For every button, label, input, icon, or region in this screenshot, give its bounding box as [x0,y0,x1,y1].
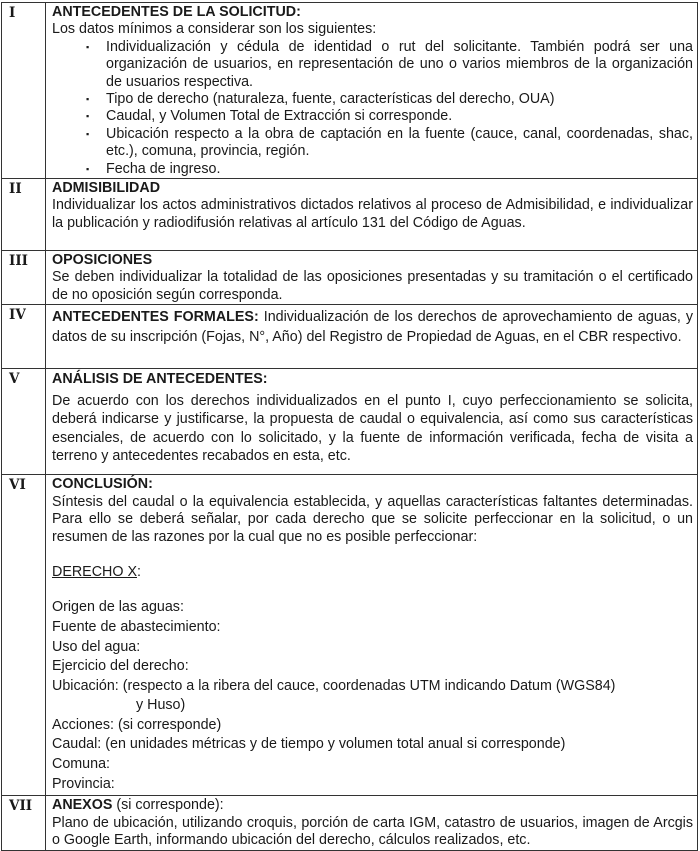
section-number: III [2,251,46,305]
section-row-vi [2,475,698,796]
section-title: CONCLUSIÓN: [52,476,153,493]
section-number: V [2,369,46,475]
field-label: Origen de las aguas: [52,599,184,616]
section-title: ANEXOS [52,797,113,814]
section-row-i [2,3,698,179]
section-row-v [2,369,698,475]
section-text: Individualizar los actos administrativos dictados relativos al proceso de Admisibilidad, e individualizar la publicación y radiodifusión relativas al artículo 131 del Código de Aguas. [52,197,693,231]
section-row-ii [2,179,698,251]
derecho-subtitle: DERECHO X [52,563,137,580]
bullet-list [52,39,693,178]
section-text: Se deben individualizar la totalidad de las oposiciones presentadas y su tramitación o el certificado de no oposición según corresponda. [52,269,693,303]
field-label: Fuente de abastecimiento: [52,618,221,635]
field-continuation: y Huso) [136,697,186,714]
list-item: ▪ Ubicación respecto a la obra de captación en la fuente (cauce, canal, coordenadas, shac, etc.), comuna, provincia, región. [92,126,693,161]
section-title: OPOSICIONES [52,252,153,269]
list-item: ▪ Caudal, y Volumen Total de Extracción si corresponde. [92,108,693,125]
subtitle-colon: : [137,563,141,580]
section-number: VI [2,475,46,796]
section-title: ANTECEDENTES FORMALES: [52,309,259,326]
field-label: Uso del agua: [52,638,141,655]
field-label: Ejercicio del derecho: [52,658,189,675]
field-label: Caudal: (en unidades métricas y de tiempo y volumen total anual si corresponde) [52,736,566,753]
section-row-vii [2,796,698,850]
field-label: Ubicación: (respecto a la ribera del cauce, coordenadas UTM indicando Datum (WGS84) [52,677,616,694]
section-row-iii [2,251,698,305]
list-item: ▪ Individualización y cédula de identidad o rut del solicitante. También podrá ser una organización de usuarios, en representación de uno o varios miembros de la organización de usuarios respectiva. [92,39,693,91]
section-title: ADMISIBILIDAD [52,180,161,197]
section-row-iv [2,305,698,369]
section-title: ANÁLISIS DE ANTECEDENTES: [52,371,268,388]
section-text: Individualización de los derechos de aprovechamiento de aguas, y datos de su inscripción (Fojas, N°, Año) del Registro de Propiedad de Aguas, en el CBR respectivo. [52,309,693,346]
section-number: VII [2,796,46,850]
section-text: Plano de ubicación, utilizando croquis, porción de carta IGM, catastro de usuarios, imagen de Arcgis o Google Earth, informando ubicación del derecho, cálculos realizados, etc. [52,814,693,849]
section-number: II [2,179,46,251]
section-number: IV [2,305,46,369]
list-item: ▪ Fecha de ingreso. [92,161,693,178]
field-list [52,598,693,794]
list-item: ▪ Tipo de derecho (naturaleza, fuente, características del derecho, OUA) [92,91,693,108]
section-number: I [2,3,46,179]
section-title: ANTECEDENTES DE LA SOLICITUD: [52,4,301,20]
field-label: Acciones: (si corresponde) [52,716,222,733]
section-intro: Los datos mínimos a considerar son los siguientes: [52,21,377,38]
field-label: Provincia: [52,775,115,792]
section-text: De acuerdo con los derechos individualizados en el punto I, cuyo perfeccionamiento se solicita, deberá indicarse y justificarse, la propuesta de caudal o equivalencia, así como sus características esenciales, de acuerdo con lo solicitado, y la fuente de información verificada, fecha de visita a terreno y antecedentes recabados en esta, etc. [52,392,693,465]
field-label: Comuna: [52,756,111,773]
requirements-table [1,2,698,851]
section-text: Síntesis del caudal o la equivalencia establecida, y aquellas características faltantes determinadas. Para ello se deberá señalar, por cada derecho que se solicite perfeccionar en la solicitud, o un resumen de las razones por la cual que no es posible perfeccionar: [52,493,693,545]
section-title-suffix: (si corresponde): [112,797,224,814]
